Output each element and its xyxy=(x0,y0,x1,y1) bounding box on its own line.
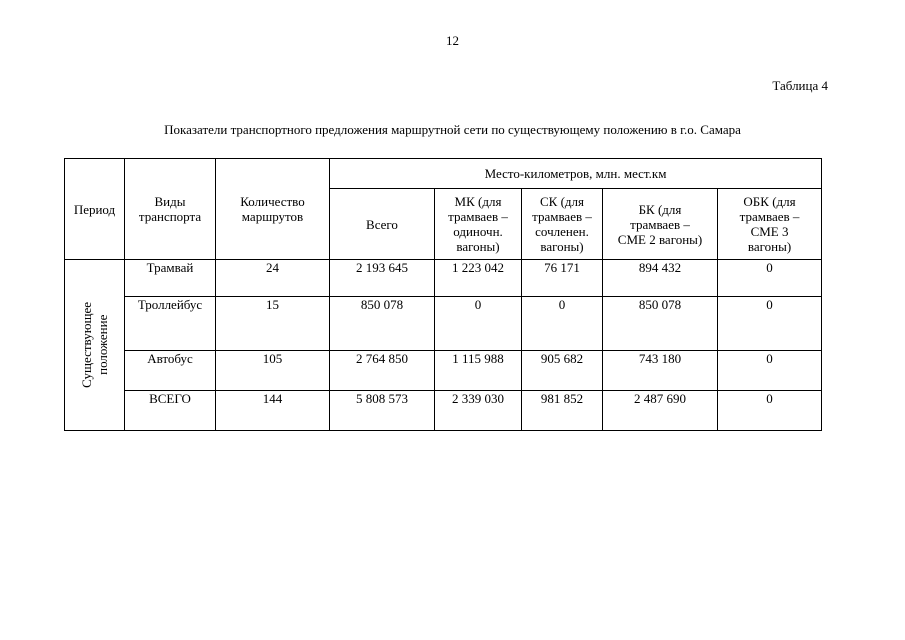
table-label: Таблица 4 xyxy=(772,78,828,93)
period-value: Существующее положение xyxy=(78,302,110,388)
header-bk: БК (для трамваев – СМЕ 2 вагоны) xyxy=(603,189,718,260)
cell-routes: 24 xyxy=(216,260,330,297)
cell-total: 850 078 xyxy=(330,297,435,350)
table-row xyxy=(65,297,822,350)
header-sk: СК (для трамваев – сочленен. вагоны) xyxy=(522,189,603,260)
table-row xyxy=(65,350,822,390)
table-row xyxy=(65,260,822,297)
header-seat-km-group: Место-километров, млн. мест.км xyxy=(330,159,822,189)
transport-table xyxy=(64,158,822,431)
cell-bk: 894 432 xyxy=(603,260,718,297)
header-row-1 xyxy=(65,159,822,189)
cell-sk: 76 171 xyxy=(522,260,603,297)
cell-sk: 981 852 xyxy=(522,390,603,430)
header-obk: ОБК (для трамваев – СМЕ 3 вагоны) xyxy=(718,189,822,260)
cell-mk: 1 223 042 xyxy=(435,260,522,297)
cell-sk: 905 682 xyxy=(522,350,603,390)
header-mk: МК (для трамваев – одиночн. вагоны) xyxy=(435,189,522,260)
table-title: Показатели транспортного предложения маршрутной сети по существующему положению в г.о. Самара xyxy=(164,122,741,137)
cell-bk: 743 180 xyxy=(603,350,718,390)
cell-mk: 1 115 988 xyxy=(435,350,522,390)
header-transport-type: Виды транспорта xyxy=(125,159,216,260)
cell-mk: 0 xyxy=(435,297,522,350)
cell-obk: 0 xyxy=(718,297,822,350)
cell-obk: 0 xyxy=(718,350,822,390)
cell-total: 5 808 573 xyxy=(330,390,435,430)
cell-mk: 2 339 030 xyxy=(435,390,522,430)
cell-sk: 0 xyxy=(522,297,603,350)
cell-bk: 2 487 690 xyxy=(603,390,718,430)
cell-routes: 15 xyxy=(216,297,330,350)
cell-obk: 0 xyxy=(718,390,822,430)
cell-type: ВСЕГО xyxy=(125,390,216,430)
period-cell xyxy=(65,260,125,431)
header-route-count: Количество маршрутов xyxy=(216,159,330,260)
cell-type: Троллейбус xyxy=(125,297,216,350)
cell-total: 2 764 850 xyxy=(330,350,435,390)
header-period: Период xyxy=(65,159,125,260)
table-row-total xyxy=(65,390,822,430)
cell-routes: 144 xyxy=(216,390,330,430)
cell-bk: 850 078 xyxy=(603,297,718,350)
cell-type: Автобус xyxy=(125,350,216,390)
cell-obk: 0 xyxy=(718,260,822,297)
cell-type: Трамвай xyxy=(125,260,216,297)
header-total: Всего xyxy=(330,189,435,260)
cell-total: 2 193 645 xyxy=(330,260,435,297)
cell-routes: 105 xyxy=(216,350,330,390)
page-number: 12 xyxy=(446,33,459,48)
